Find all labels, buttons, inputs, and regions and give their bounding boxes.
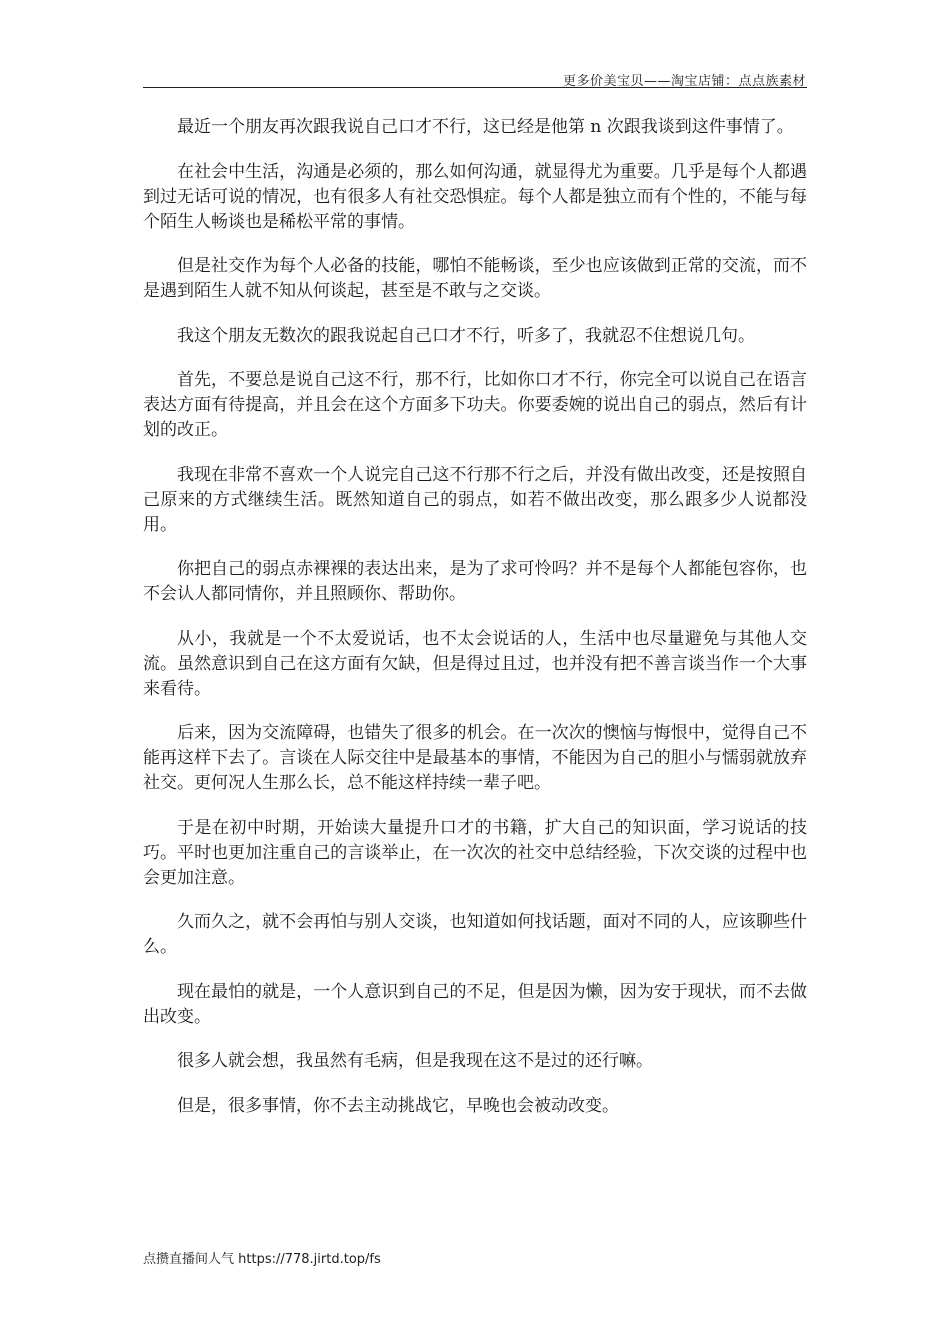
paragraph: 但是，很多事情，你不去主动挑战它，早晚也会被动改变。 bbox=[177, 1095, 619, 1116]
paragraph: 现在最怕的就是，一个人意识到自己的不足，但是因为懒，因为安于现状，而不去做出改变。 bbox=[143, 981, 807, 1027]
paragraph: 但是社交作为每个人必备的技能，哪怕不能畅谈，至少也应该做到正常的交流，而不是遇到陌生人就不知从何谈起，甚至是不敢与之交谈。 bbox=[143, 256, 807, 301]
header-divider bbox=[143, 87, 807, 88]
paragraph: 久而久之，就不会再怕与别人交谈，也知道如何找话题，面对不同的人，应该聊些什么。 bbox=[143, 912, 807, 957]
paragraph: 很多人就会想，我虽然有毛病，但是我现在这不是过的还行嘛。 bbox=[177, 1051, 653, 1071]
page-footer: 点攒直播间人气 https://778.jirtd.top/fs bbox=[143, 1252, 381, 1267]
paragraph: 首先，不要总是说自己这不行，那不行，比如你口才不行，你完全可以说自己在语言表达方面有待提高，并且会在这个方面多下功夫。你要委婉的说出自己的弱点，然后有计划的改正。 bbox=[143, 370, 807, 440]
paragraph: 在社会中生活，沟通是必须的，那么如何沟通，就显得尤为重要。几乎是每个人都遇到过无话可说的情况，也有很多人有社交恐惧症。每个人都是独立而有个性的，不能与每个陌生人畅谈也是稀松平常的事情。 bbox=[143, 161, 807, 232]
paragraph: 我这个朋友无数次的跟我说起自己口才不行，听多了，我就忍不住想说几句。 bbox=[177, 325, 755, 346]
paragraph: 你把自己的弱点赤裸裸的表达出来，是为了求可怜吗？并不是每个人都能包容你，也不会认人都同情你，并且照顾你、帮助你。 bbox=[143, 559, 807, 604]
page-header: 更多价美宝贝——淘宝店铺：点点族素材 bbox=[562, 74, 806, 89]
document-body bbox=[143, 115, 807, 1138]
paragraph: 我现在非常不喜欢一个人说完自己这不行那不行之后，并没有做出改变，还是按照自己原来的方式继续生活。既然知道自己的弱点，如若不做出改变，那么跟多少人说都没用。 bbox=[143, 464, 807, 535]
paragraph: 于是在初中时期，开始读大量提升口才的书籍，扩大自己的知识面，学习说话的技巧。平时也更加注重自己的言谈举止，在一次次的社交中总结经验，下次交谈的过程中也会更加注意。 bbox=[143, 817, 807, 888]
paragraph: 后来，因为交流障碍，也错失了很多的机会。在一次次的懊恼与悔恨中，觉得自己不能再这样下去了。言谈在人际交往中是最基本的事情，不能因为自己的胆小与懦弱就放弃社交。更何况人生那么长，总不能这样持续一辈子吧。 bbox=[143, 723, 807, 793]
paragraph: 从小，我就是一个不太爱说话，也不太会说话的人，生活中也尽量避免与其他人交流。虽然意识到自己在这方面有欠缺，但是得过且过，也并没有把不善言谈当作一个大事来看待。 bbox=[143, 628, 807, 699]
paragraph: 最近一个朋友再次跟我说自己口才不行，这已经是他第 n 次跟我谈到这件事情了。 bbox=[177, 117, 794, 137]
